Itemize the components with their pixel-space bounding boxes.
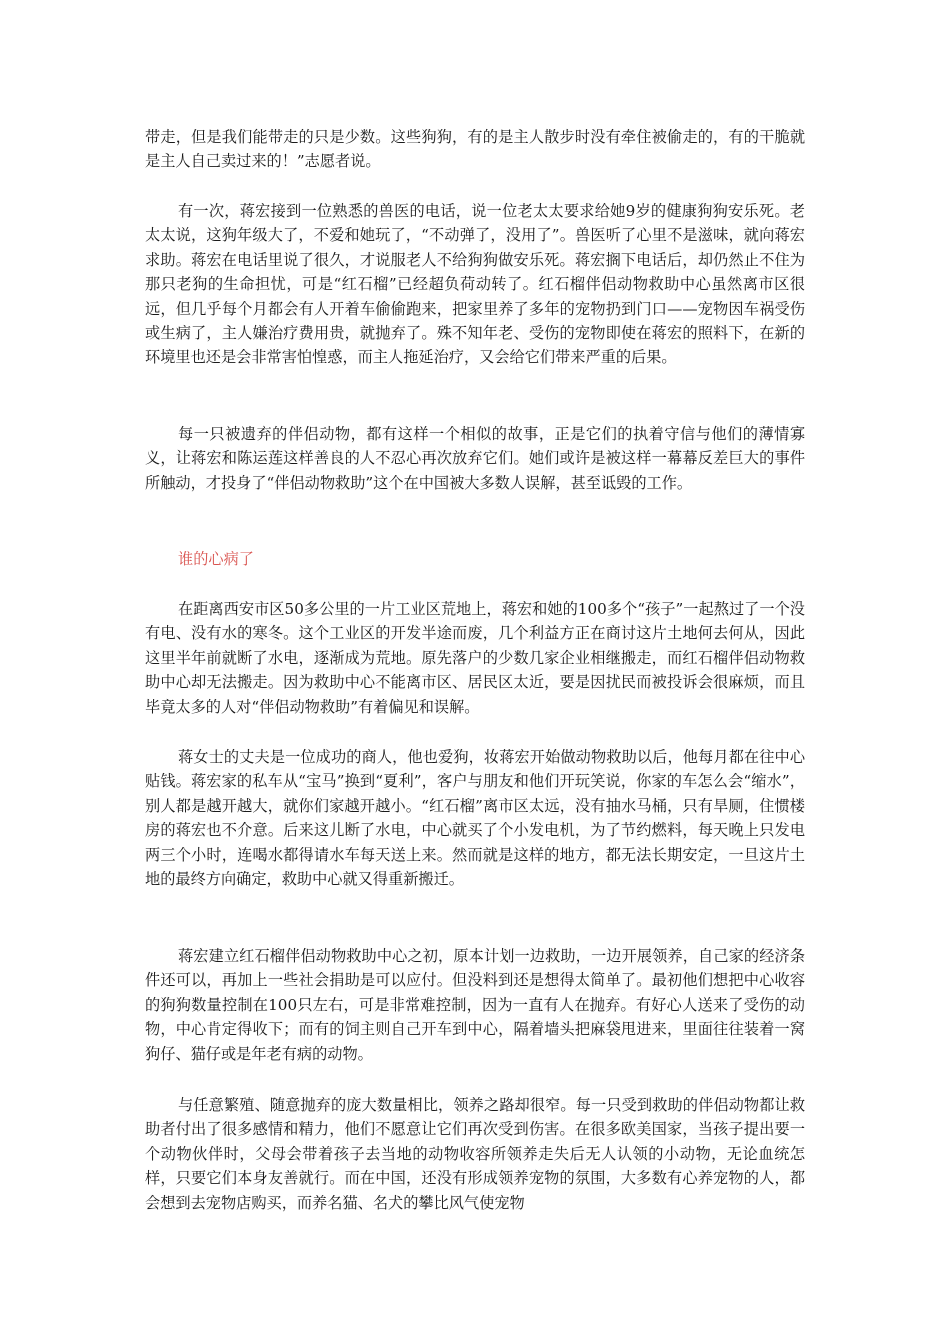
section-heading: 谁的心病了 xyxy=(178,550,254,568)
paragraph-1: 带走，但是我们能带走的只是少数。这些狗狗，有的是主人散步时没有牵住被偷走的，有的干脆就是主人自己卖过来的！”志愿者说。 xyxy=(145,128,805,171)
paragraph-6: 蒋宏建立红石榴伴侣动物救助中心之初，原本计划一边救助，一边开展领养，自己家的经济条件还可以，再加上一些社会捐助是可以应付。但没料到还是想得太简单了。最初他们想把中心收容的狗狗数量控制在100只左右，可是非常难控制，因为一直有人在抛弃。有好心人送来了受伤的动物，中心肯定得收下；而有的饲主则自己开车到中心，隔着墙头把麻袋甩进来，里面往往装着一窝狗仔、猫仔或是年老有病的动物。 xyxy=(145,947,805,1063)
paragraph-4: 在距离西安市区50多公里的一片工业区荒地上，蒋宏和她的100多个“孩子”一起熬过了一个没有电、没有水的寒冬。这个工业区的开发半途而废，几个利益方正在商讨这片土地何去何从，因此这里半年前就断了水电，逐渐成为荒地。原先落户的少数几家企业相继搬走，而红石榴伴侣动物救助中心却无法搬走。因为救助中心不能离市区、居民区太近，要是因扰民而被投诉会很麻烦，而且毕竟太多的人对“伴侣动物救助”有着偏见和误解。 xyxy=(145,600,805,716)
paragraph-3: 每一只被遗弃的伴侣动物，都有这样一个相似的故事，正是它们的执着守信与他们的薄情寡义，让蒋宏和陈运莲这样善良的人不忍心再次放弃它们。她们或许是被这样一幕幕反差巨大的事件所触动，才投身了“伴侣动物救助”这个在中国被大多数人误解，甚至诋毁的工作。 xyxy=(145,425,805,492)
paragraph-2: 有一次，蒋宏接到一位熟悉的兽医的电话，说一位老太太要求给她9岁的健康狗狗安乐死。老太太说，这狗年级大了，不爱和她玩了，“不动弹了，没用了”。兽医听了心里不是滋味，就向蒋宏求助。蒋宏在电话里说了很久，才说服老人不给狗狗做安乐死。蒋宏搁下电话后，却仍然止不住为那只老狗的生命担忧，可是“红石榴”已经超负荷动转了。红石榴伴侣动物救助中心虽然离市区很远，但几乎每个月都会有人开着车偷偷跑来，把家里养了多年的宠物扔到门口——宠物因车祸受伤或生病了，主人嫌治疗费用贵，就抛弃了。殊不知年老、受伤的宠物即使在蒋宏的照料下，在新的环境里也还是会非常害怕惶惑，而主人拖延治疗，又会给它们带来严重的后果。 xyxy=(145,202,805,367)
paragraph-7: 与任意繁殖、随意抛弃的庞大数量相比，领养之路却很窄。每一只受到救助的伴侣动物都让救助者付出了很多感情和精力，他们不愿意让它们再次受到伤害。在很多欧美国家，当孩子提出要一个动物伙伴时，父母会带着孩子去当地的动物收容所领养走失后无人认领的小动物，无论血统怎样，只要它们本身友善就行。而在中国，还没有形成领养宠物的氛围，大多数有心养宠物的人，都会想到去宠物店购买，而养名猫、名犬的攀比风气使宠物 xyxy=(145,1096,805,1212)
paragraph-5: 蒋女士的丈夫是一位成功的商人，他也爱狗，妆蒋宏开始做动物救助以后，他每月都在往中心贴钱。蒋宏家的私车从“宝马”换到“夏利”，客户与朋友和他们开玩笑说，你家的车怎么会“缩水”，别人都是越开越大，就你们家越开越小。“红石榴”离市区太远，没有抽水马桶，只有旱厕，住惯楼房的蒋宏也不介意。后来这儿断了水电，中心就买了个小发电机，为了节约燃料，每天晚上只发电两三个小时，连喝水都得请水车每天送上来。然而就是这样的地方，都无法长期安定，一旦这片土地的最终方向确定，救助中心就又得重新搬迁。 xyxy=(145,748,805,889)
